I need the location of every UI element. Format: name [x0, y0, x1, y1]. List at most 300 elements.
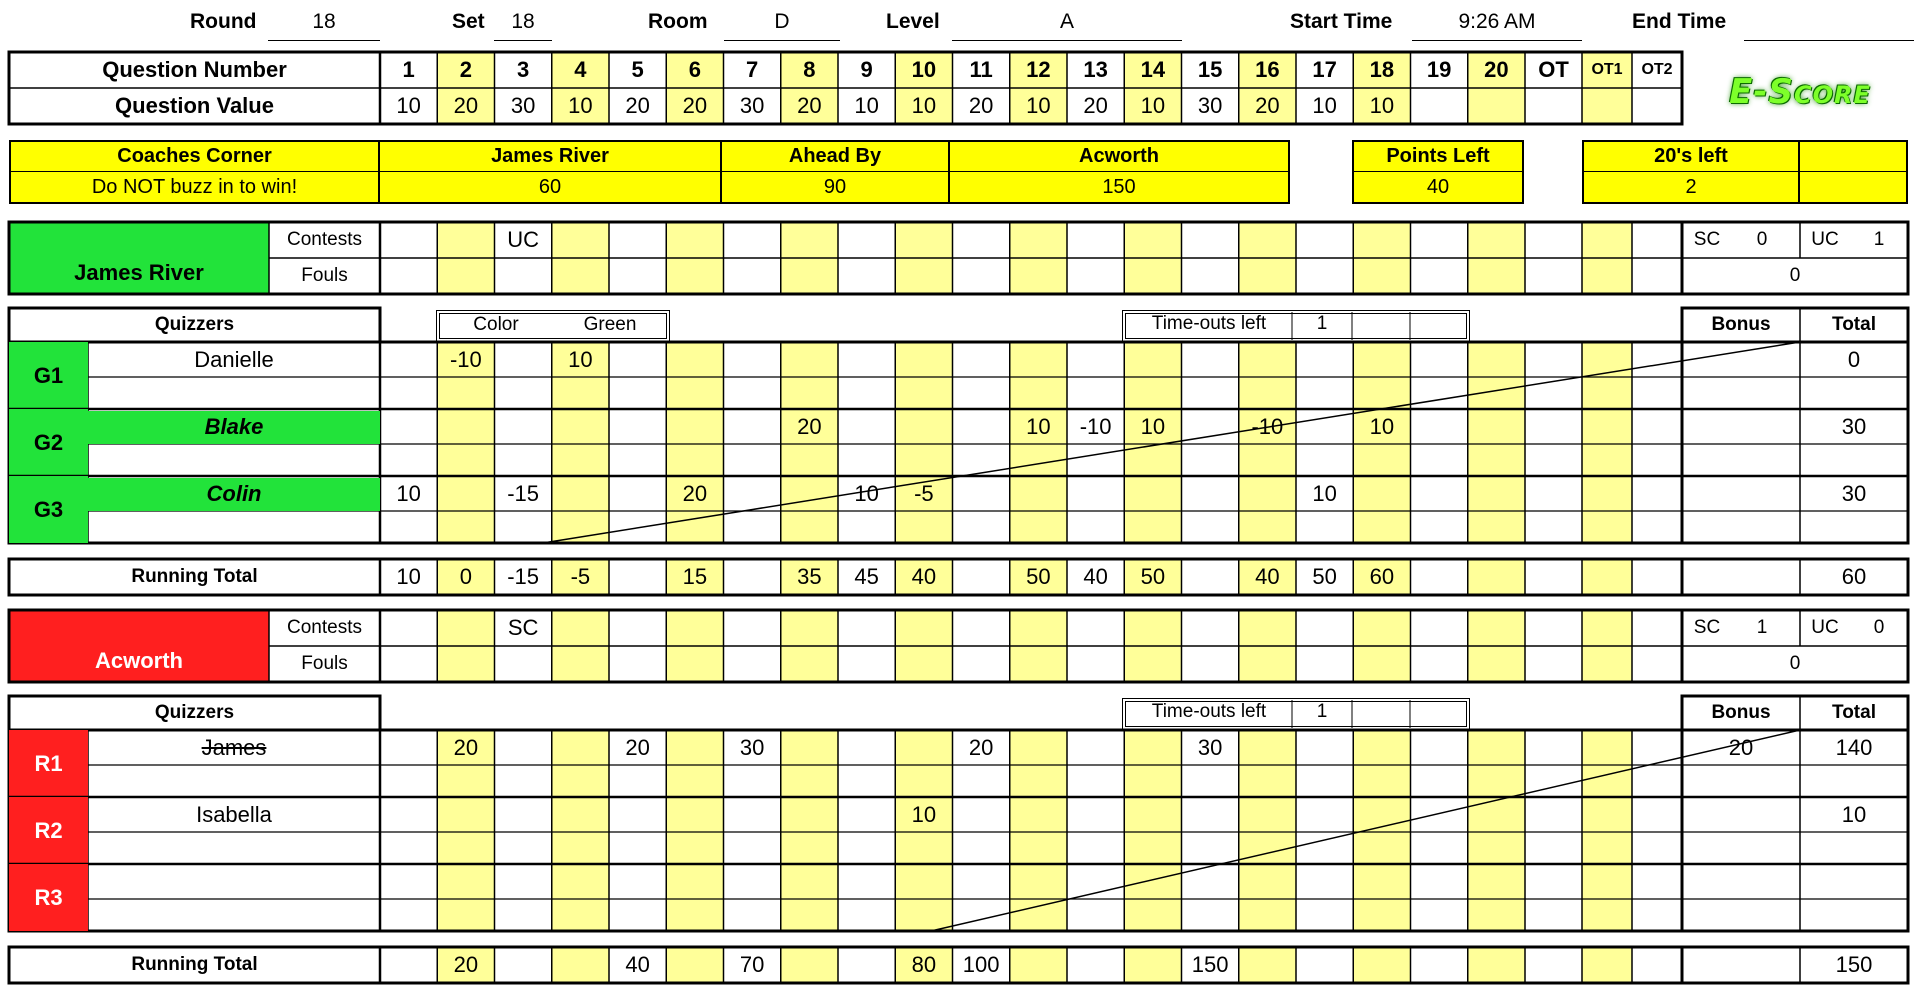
question-value-5[interactable]: 20 — [625, 93, 650, 118]
team2-contest-cell[interactable] — [380, 610, 437, 646]
team1-score-cell[interactable]: -15 — [507, 480, 540, 506]
team2-score-cell[interactable] — [1582, 730, 1632, 765]
team2-score-cell[interactable] — [1182, 864, 1239, 899]
team2-foul-cell[interactable] — [838, 646, 895, 682]
team1-foul-cell[interactable] — [953, 258, 1010, 294]
team2-score-cell[interactable] — [1411, 730, 1468, 765]
team2-contest-cell[interactable] — [953, 610, 1010, 646]
team1-foul-cell[interactable] — [380, 258, 437, 294]
team2-quizzer-name[interactable] — [88, 864, 380, 899]
team2-foul-cell[interactable] — [781, 646, 838, 682]
team2-score-cell[interactable] — [1353, 797, 1410, 832]
team1-score-cell[interactable] — [724, 476, 781, 511]
team2-score-cell[interactable] — [1353, 864, 1410, 899]
team2-score-cell[interactable] — [552, 730, 609, 765]
team1-foul-cell[interactable] — [1296, 258, 1353, 294]
team1-score-cell[interactable]: -10 — [449, 346, 482, 372]
team1-score-cell[interactable] — [1353, 476, 1410, 511]
team1-foul-cell[interactable] — [781, 258, 838, 294]
team2-score-cell[interactable] — [724, 797, 781, 832]
team2-contest-cell[interactable] — [1296, 610, 1353, 646]
question-number-11[interactable]: 11 — [969, 57, 993, 82]
team1-contest-cell[interactable] — [380, 222, 437, 258]
team1-score-cell[interactable] — [1632, 476, 1682, 511]
team2-foul-cell[interactable] — [1632, 646, 1682, 682]
team1-score-cell[interactable] — [1468, 342, 1525, 377]
team2-timeouts-value[interactable]: 1 — [1316, 701, 1328, 722]
team2-score-cell[interactable] — [838, 730, 895, 765]
team1-score-cell[interactable] — [1296, 342, 1353, 377]
question-number-7[interactable]: 7 — [746, 57, 759, 82]
team1-score-cell[interactable] — [609, 409, 666, 444]
team2-foul-cell[interactable] — [1239, 646, 1296, 682]
team1-score-cell[interactable] — [953, 409, 1010, 444]
team2-foul-cell[interactable] — [1010, 646, 1067, 682]
team1-score-cell[interactable] — [666, 409, 723, 444]
team2-foul-cell[interactable] — [552, 646, 609, 682]
question-number-12[interactable]: 12 — [1026, 57, 1051, 82]
team1-contest-cell[interactable] — [1067, 222, 1124, 258]
question-number-15[interactable]: 15 — [1197, 57, 1223, 82]
team1-score-cell[interactable]: 20 — [682, 480, 708, 506]
team1-score-cell[interactable] — [1239, 476, 1296, 511]
team1-score-cell[interactable] — [781, 476, 838, 511]
question-value-1[interactable]: 10 — [396, 93, 421, 118]
level-field[interactable]: A — [952, 4, 1182, 41]
team1-foul-cell[interactable] — [1182, 258, 1239, 294]
question-number-3[interactable]: 3 — [517, 57, 530, 82]
question-number-10[interactable]: 10 — [911, 57, 937, 82]
question-value-6[interactable]: 20 — [682, 93, 708, 118]
room-field[interactable]: D — [724, 4, 840, 41]
team2-score-cell[interactable] — [380, 864, 437, 899]
team1-score-cell[interactable] — [1632, 342, 1682, 377]
team1-score-cell[interactable] — [724, 342, 781, 377]
team1-contest-cell[interactable] — [1632, 222, 1682, 258]
team1-contest-cell[interactable] — [1182, 222, 1239, 258]
team1-bonus-cell[interactable] — [1682, 476, 1800, 511]
question-number-8[interactable]: 8 — [803, 57, 816, 82]
team1-score-cell[interactable] — [552, 409, 609, 444]
team2-contest-cell[interactable] — [1239, 610, 1296, 646]
team2-foul-cell[interactable] — [1582, 646, 1632, 682]
team2-contest-cell[interactable] — [1582, 610, 1632, 646]
team1-score-cell[interactable] — [895, 409, 952, 444]
team1-contest-cell[interactable] — [781, 222, 838, 258]
team2-score-cell[interactable] — [437, 797, 494, 832]
team2-score-cell[interactable] — [1411, 797, 1468, 832]
team1-contest-cell[interactable] — [437, 222, 494, 258]
team1-score-cell[interactable] — [838, 342, 895, 377]
team2-score-cell[interactable] — [1468, 730, 1525, 765]
team1-score-cell[interactable] — [1411, 342, 1468, 377]
team2-score-cell[interactable] — [1239, 730, 1296, 765]
team1-color-value[interactable]: Green — [583, 314, 637, 335]
team2-score-cell[interactable]: 20 — [453, 734, 479, 760]
question-value-20[interactable] — [1468, 88, 1525, 124]
team2-total-label: Total — [1832, 702, 1876, 723]
team2-contest-cell[interactable] — [838, 610, 895, 646]
team1-contest-cell[interactable] — [609, 222, 666, 258]
team2-score-cell[interactable] — [1067, 864, 1124, 899]
team1-score-cell[interactable] — [1010, 342, 1067, 377]
team1-score-cell[interactable] — [1411, 409, 1468, 444]
team2-score-cell[interactable] — [1632, 864, 1682, 899]
team2-score-cell[interactable] — [724, 864, 781, 899]
team2-contest-cell[interactable]: SC — [507, 615, 539, 640]
team1-contest-cell[interactable] — [838, 222, 895, 258]
team1-foul-cell[interactable] — [666, 258, 723, 294]
team2-foul-cell[interactable] — [724, 646, 781, 682]
team2-foul-cell[interactable] — [1411, 646, 1468, 682]
team1-score-cell[interactable]: 10 — [854, 480, 879, 506]
team2-score-cell[interactable] — [380, 797, 437, 832]
team1-foul-cell[interactable] — [1124, 258, 1181, 294]
team2-contest-cell[interactable] — [1067, 610, 1124, 646]
team1-score-cell[interactable]: 10 — [1026, 413, 1051, 439]
team1-contest-cell[interactable] — [666, 222, 723, 258]
team2-score-cell[interactable] — [838, 864, 895, 899]
team1-score-cell[interactable] — [380, 342, 437, 377]
question-value-19[interactable] — [1411, 88, 1468, 124]
question-value-9[interactable]: 10 — [854, 93, 879, 118]
team2-foul-cell[interactable] — [1468, 646, 1525, 682]
question-value-3[interactable]: 30 — [510, 93, 536, 118]
team1-foul-cell[interactable] — [609, 258, 666, 294]
question-number-17[interactable]: 17 — [1312, 57, 1337, 82]
team2-score-cell[interactable] — [1067, 797, 1124, 832]
team1-score-cell[interactable] — [953, 342, 1010, 377]
team1-score-cell[interactable] — [953, 476, 1010, 511]
team2-score-cell[interactable] — [437, 864, 494, 899]
team2-score-cell[interactable] — [552, 797, 609, 832]
team1-score-cell[interactable] — [1067, 476, 1124, 511]
team1-foul-cell[interactable] — [1239, 258, 1296, 294]
team1-score-cell[interactable] — [1632, 409, 1682, 444]
team2-bonus-cell[interactable]: 20 — [1728, 734, 1754, 760]
team2-score-cell[interactable] — [1010, 864, 1067, 899]
team1-bonus-cell[interactable] — [1682, 342, 1800, 377]
team1-contest-cell[interactable] — [1525, 222, 1582, 258]
team2-contest-cell[interactable] — [437, 610, 494, 646]
team2-contest-cell[interactable] — [1468, 610, 1525, 646]
team2-quizzer-name[interactable]: Isabella — [196, 801, 272, 827]
team1-score-cell[interactable] — [1525, 409, 1582, 444]
team2-contest-cell[interactable] — [1124, 610, 1181, 646]
team2-score-cell[interactable] — [1124, 797, 1181, 832]
team2-score-cell[interactable] — [781, 864, 838, 899]
team1-score-cell[interactable] — [1182, 476, 1239, 511]
team1-contest-cell[interactable]: UC — [507, 227, 540, 252]
team1-score-cell[interactable] — [1525, 342, 1582, 377]
question-number-5[interactable]: 5 — [631, 57, 644, 82]
team1-score-cell[interactable] — [1353, 342, 1410, 377]
team1-contest-cell[interactable] — [1239, 222, 1296, 258]
team1-score-cell[interactable] — [609, 476, 666, 511]
team2-bonus-cell[interactable] — [1682, 864, 1800, 899]
team2-contest-cell[interactable] — [666, 610, 723, 646]
team2-score-cell[interactable] — [953, 864, 1010, 899]
question-value-10[interactable]: 10 — [911, 93, 937, 118]
team1-foul-cell[interactable] — [1010, 258, 1067, 294]
question-number-9[interactable]: 9 — [860, 57, 873, 82]
question-number-16[interactable]: 16 — [1255, 57, 1280, 82]
team1-score-cell[interactable] — [437, 476, 494, 511]
team1-score-cell[interactable] — [609, 342, 666, 377]
team2-foul-cell[interactable] — [1525, 646, 1582, 682]
question-value-7[interactable]: 30 — [739, 93, 765, 118]
team2-score-cell[interactable]: 20 — [625, 734, 650, 760]
team1-contest-cell[interactable] — [1010, 222, 1067, 258]
team2-contest-cell[interactable] — [609, 610, 666, 646]
team1-contest-cell[interactable] — [1124, 222, 1181, 258]
team1-score-cell[interactable] — [380, 409, 437, 444]
team2-score-cell[interactable] — [1468, 797, 1525, 832]
team2-score-cell[interactable] — [1067, 730, 1124, 765]
team2-seat-R1: R1 — [34, 750, 63, 776]
team1-foul-cell[interactable] — [495, 258, 552, 294]
team1-score-cell[interactable] — [1525, 476, 1582, 511]
question-value-OT[interactable] — [1525, 88, 1582, 124]
team2-running-cell — [1296, 947, 1353, 983]
team1-score-cell[interactable] — [1067, 342, 1124, 377]
team2-foul-cell[interactable] — [1067, 646, 1124, 682]
team2-score-cell[interactable] — [838, 797, 895, 832]
question-number-6[interactable]: 6 — [688, 57, 701, 82]
team2-score-cell[interactable] — [1296, 864, 1353, 899]
team2-score-cell[interactable] — [1353, 730, 1410, 765]
team1-score-cell[interactable]: 20 — [797, 413, 822, 439]
team2-contest-cell[interactable] — [1010, 610, 1067, 646]
team1-score-cell[interactable]: 10 — [396, 480, 421, 506]
team1-quizzer-name[interactable]: Blake — [204, 413, 264, 439]
team2-score-cell[interactable] — [895, 730, 952, 765]
team2-score-cell[interactable] — [953, 797, 1010, 832]
team1-score-cell[interactable] — [1468, 476, 1525, 511]
team2-foul-cell[interactable] — [1124, 646, 1181, 682]
team1-score-cell[interactable] — [1239, 342, 1296, 377]
team2-score-cell[interactable] — [1525, 864, 1582, 899]
team1-foul-cell[interactable] — [724, 258, 781, 294]
team2-bonus-cell[interactable] — [1682, 797, 1800, 832]
team1-score-cell[interactable]: 10 — [1312, 480, 1337, 506]
team1-foul-cell[interactable] — [1468, 258, 1525, 294]
team1-score-cell[interactable]: -10 — [1079, 413, 1112, 439]
team2-foul-cell[interactable] — [437, 646, 494, 682]
question-value-OT2[interactable] — [1632, 88, 1682, 124]
team1-contest-cell[interactable] — [552, 222, 609, 258]
team2-score-cell[interactable] — [781, 730, 838, 765]
question-value-12[interactable]: 10 — [1026, 93, 1051, 118]
team2-foul-cell[interactable] — [495, 646, 552, 682]
team2-score-cell[interactable]: 20 — [968, 734, 994, 760]
question-number-OT1[interactable]: OT1 — [1591, 61, 1623, 78]
team2-score-cell[interactable] — [1239, 797, 1296, 832]
team2-score-cell[interactable] — [1582, 797, 1632, 832]
team1-score-cell[interactable] — [724, 409, 781, 444]
team1-score-cell[interactable] — [1124, 476, 1181, 511]
team1-running-cell: 40 — [911, 564, 937, 589]
team1-score-cell[interactable] — [552, 476, 609, 511]
team2-score-cell[interactable]: 30 — [1197, 734, 1223, 760]
team1-foul-cell[interactable] — [437, 258, 494, 294]
team2-score-cell[interactable] — [1124, 864, 1181, 899]
team1-foul-cell[interactable] — [1582, 258, 1632, 294]
team2-foul-cell[interactable] — [895, 646, 952, 682]
team2-score-cell[interactable] — [666, 730, 723, 765]
team2-foul-cell[interactable] — [666, 646, 723, 682]
team1-score-cell[interactable]: -5 — [914, 480, 934, 506]
team2-score-cell[interactable] — [1010, 730, 1067, 765]
team2-score-cell[interactable] — [1525, 797, 1582, 832]
team2-contest-cell[interactable] — [552, 610, 609, 646]
team1-bonus-cell[interactable] — [1682, 409, 1800, 444]
team2-foul-cell[interactable] — [380, 646, 437, 682]
team1-score-cell[interactable] — [437, 409, 494, 444]
team2-score-cell[interactable] — [666, 864, 723, 899]
team1-score-cell[interactable]: 10 — [1140, 413, 1166, 439]
team1-foul-cell[interactable] — [1411, 258, 1468, 294]
team2-quizzer-name[interactable]: James — [201, 734, 267, 760]
team1-score-cell[interactable] — [495, 342, 552, 377]
team1-score-cell[interactable] — [1582, 342, 1632, 377]
team2-score-cell[interactable] — [552, 864, 609, 899]
team2-score-cell[interactable] — [1239, 864, 1296, 899]
team2-score-cell[interactable] — [1010, 797, 1067, 832]
team2-contest-cell[interactable] — [1353, 610, 1410, 646]
team1-quizzer-name[interactable]: Danielle — [194, 346, 274, 372]
team2-score-cell[interactable] — [1182, 797, 1239, 832]
question-value-2[interactable]: 20 — [453, 93, 479, 118]
team1-contest-cell[interactable] — [724, 222, 781, 258]
team1-score-cell[interactable] — [838, 409, 895, 444]
team2-score-cell[interactable] — [609, 797, 666, 832]
team1-foul-cell[interactable] — [552, 258, 609, 294]
question-number-20[interactable]: 20 — [1484, 57, 1509, 82]
team2-score-cell[interactable] — [1525, 730, 1582, 765]
team2-foul-cell[interactable] — [953, 646, 1010, 682]
team2-score-cell[interactable] — [1124, 730, 1181, 765]
question-number-18[interactable]: 18 — [1369, 57, 1395, 82]
team2-foul-cell[interactable] — [1296, 646, 1353, 682]
team1-foul-cell[interactable] — [895, 258, 952, 294]
question-value-11[interactable]: 20 — [968, 93, 994, 118]
team1-foul-cell[interactable] — [1353, 258, 1410, 294]
team2-foul-cell[interactable] — [609, 646, 666, 682]
team2-contest-cell[interactable] — [1411, 610, 1468, 646]
team2-score-cell[interactable] — [666, 797, 723, 832]
team1-score-cell[interactable] — [895, 342, 952, 377]
question-number-19[interactable]: 19 — [1426, 57, 1452, 82]
team1-contest-cell[interactable] — [895, 222, 952, 258]
team1-quizzer-name[interactable]: Colin — [206, 480, 262, 506]
team1-contest-cell[interactable] — [1411, 222, 1468, 258]
question-number-4[interactable]: 4 — [574, 57, 587, 82]
team2-score-cell[interactable] — [495, 730, 552, 765]
team2-contest-cell[interactable] — [1525, 610, 1582, 646]
team1-contest-cell[interactable] — [953, 222, 1010, 258]
start-time-field[interactable]: 9:26 AM — [1412, 4, 1582, 41]
team1-score-cell[interactable] — [1182, 409, 1239, 444]
team2-score-cell[interactable] — [1296, 797, 1353, 832]
team1-score-cell[interactable] — [1296, 409, 1353, 444]
team2-score-cell[interactable] — [1296, 730, 1353, 765]
team1-score-cell[interactable] — [1582, 476, 1632, 511]
team2-contest-cell[interactable] — [895, 610, 952, 646]
team1-score-cell[interactable] — [1411, 476, 1468, 511]
team1-foul-cell[interactable] — [1525, 258, 1582, 294]
team1-foul-cell[interactable] — [1067, 258, 1124, 294]
team1-score-cell[interactable] — [1582, 409, 1632, 444]
team1-score-cell[interactable] — [1182, 342, 1239, 377]
team2-contest-cell[interactable] — [781, 610, 838, 646]
team1-score-cell[interactable]: 10 — [1369, 413, 1395, 439]
team1-timeouts-value[interactable]: 1 — [1316, 313, 1328, 334]
team2-score-cell[interactable] — [380, 730, 437, 765]
team2-score-cell[interactable] — [495, 864, 552, 899]
question-number-2[interactable]: 2 — [459, 57, 472, 82]
team2-score-cell[interactable] — [1632, 797, 1682, 832]
team1-contest-cell[interactable] — [1468, 222, 1525, 258]
team2-foul-cell[interactable] — [1182, 646, 1239, 682]
team2-score-cell[interactable] — [609, 864, 666, 899]
team1-foul-cell[interactable] — [1632, 258, 1682, 294]
round-field[interactable]: 18 — [268, 4, 380, 41]
team2-score-cell[interactable] — [895, 864, 952, 899]
team1-contest-cell[interactable] — [1296, 222, 1353, 258]
team2-score-cell[interactable] — [495, 797, 552, 832]
question-value-15[interactable]: 30 — [1197, 93, 1223, 118]
team2-score-cell[interactable] — [1632, 730, 1682, 765]
team1-contest-cell[interactable] — [1582, 222, 1632, 258]
question-number-OT[interactable]: OT — [1538, 57, 1569, 82]
team2-contest-cell[interactable] — [724, 610, 781, 646]
team2-score-cell[interactable]: 30 — [739, 734, 765, 760]
team1-score-cell[interactable] — [1124, 342, 1181, 377]
question-value-18[interactable]: 10 — [1369, 93, 1395, 118]
question-value-4[interactable]: 10 — [568, 93, 593, 118]
team2-contest-cell[interactable] — [1632, 610, 1682, 646]
team2-score-cell[interactable] — [1468, 864, 1525, 899]
question-number-14[interactable]: 14 — [1140, 57, 1166, 82]
question-value-OT1[interactable] — [1582, 88, 1632, 124]
question-number-13[interactable]: 13 — [1083, 57, 1108, 82]
question-value-17[interactable]: 10 — [1312, 93, 1337, 118]
question-value-13[interactable]: 20 — [1083, 93, 1108, 118]
team1-score-cell[interactable] — [495, 409, 552, 444]
question-value-16[interactable]: 20 — [1255, 93, 1280, 118]
team1-score-cell[interactable]: 10 — [568, 346, 593, 372]
team1-score-cell[interactable]: -10 — [1251, 413, 1284, 439]
team2-contest-cell[interactable] — [1182, 610, 1239, 646]
team1-score-cell[interactable] — [666, 342, 723, 377]
team2-score-cell[interactable] — [1411, 864, 1468, 899]
question-value-8[interactable]: 20 — [797, 93, 822, 118]
question-number-1[interactable]: 1 — [402, 57, 415, 82]
team1-foul-cell[interactable] — [838, 258, 895, 294]
question-number-OT2[interactable]: OT2 — [1641, 61, 1673, 78]
team1-contest-cell[interactable] — [1353, 222, 1410, 258]
team1-score-cell[interactable] — [1468, 409, 1525, 444]
team2-score-cell[interactable]: 10 — [911, 801, 937, 827]
team2-foul-cell[interactable] — [1353, 646, 1410, 682]
team1-score-cell[interactable] — [781, 342, 838, 377]
team2-score-cell[interactable] — [781, 797, 838, 832]
team2-score-cell[interactable] — [1582, 864, 1632, 899]
question-value-14[interactable]: 10 — [1140, 93, 1166, 118]
set-field[interactable]: 18 — [494, 4, 552, 41]
team1-score-cell[interactable] — [1010, 476, 1067, 511]
